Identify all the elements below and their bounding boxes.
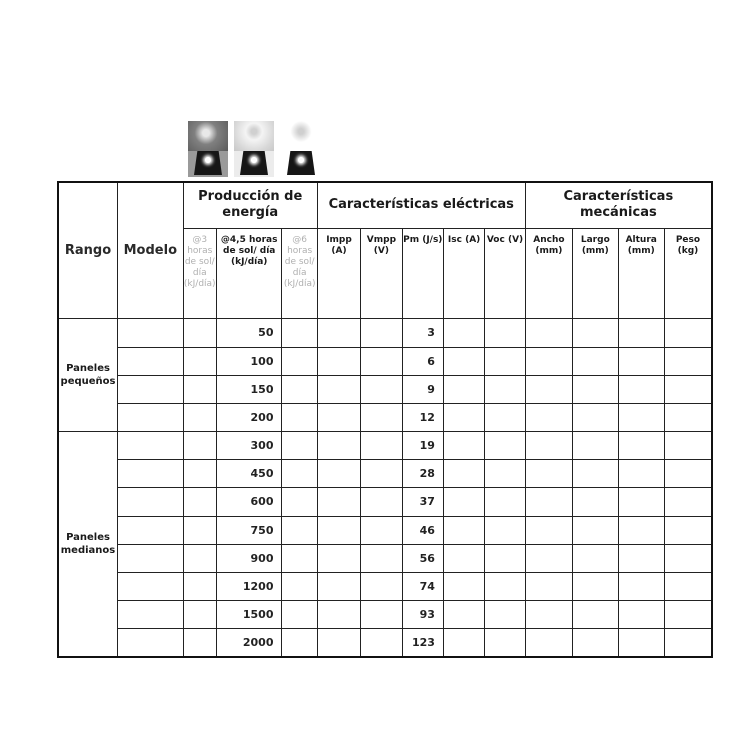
cell-largo: [573, 460, 618, 488]
cell-isc: [443, 572, 484, 600]
cell-isc: [443, 375, 484, 403]
cell-largo: [573, 488, 618, 516]
cell-modelo: [118, 403, 184, 431]
table-row: [58, 544, 712, 572]
cell-modelo: [118, 544, 184, 572]
table-row: [58, 572, 712, 600]
table-row: [58, 488, 712, 516]
cell-p45: 150: [216, 375, 282, 403]
cell-peso: [664, 572, 712, 600]
cell-p6: [282, 544, 317, 572]
cell-impp: [317, 375, 360, 403]
cell-vmpp: [361, 347, 402, 375]
cell-voc: [485, 432, 525, 460]
header-largo: Largo (mm): [573, 228, 618, 319]
cell-voc: [485, 347, 525, 375]
cell-p45: 900: [216, 544, 282, 572]
cell-p6: [282, 460, 317, 488]
cell-isc: [443, 347, 484, 375]
cell-p3: [183, 403, 216, 431]
panels-table: [57, 181, 713, 658]
cell-vmpp: [361, 629, 402, 657]
cell-ancho: [525, 629, 572, 657]
cell-voc: [485, 601, 525, 629]
cell-altura: [618, 544, 664, 572]
cell-p45: 600: [216, 488, 282, 516]
cell-peso: [664, 601, 712, 629]
cell-peso: [664, 375, 712, 403]
table-row: [58, 629, 712, 657]
cell-p6: [282, 347, 317, 375]
cell-largo: [573, 432, 618, 460]
header-ancho: Ancho (mm): [525, 228, 572, 319]
cell-pm: 46: [402, 516, 443, 544]
cell-modelo: [118, 516, 184, 544]
group-medianos: Paneles medianos: [58, 432, 118, 657]
cell-vmpp: [361, 432, 402, 460]
cell-p3: [183, 629, 216, 657]
table-row: [58, 403, 712, 431]
cell-ancho: [525, 572, 572, 600]
cell-vmpp: [361, 403, 402, 431]
cell-peso: [664, 432, 712, 460]
cell-voc: [485, 629, 525, 657]
cell-largo: [573, 601, 618, 629]
cell-p45: 200: [216, 403, 282, 431]
header-impp: Impp (A): [317, 228, 360, 319]
header-p45: @4,5 horas de sol/ día (kJ/día): [216, 228, 282, 319]
cell-peso: [664, 460, 712, 488]
cell-altura: [618, 516, 664, 544]
table-row: [58, 375, 712, 403]
cell-vmpp: [361, 601, 402, 629]
cell-pm: 74: [402, 572, 443, 600]
cell-ancho: [525, 319, 572, 347]
cell-p3: [183, 375, 216, 403]
cell-p45: 300: [216, 432, 282, 460]
cell-p3: [183, 432, 216, 460]
cell-altura: [618, 375, 664, 403]
cell-largo: [573, 629, 618, 657]
cell-isc: [443, 629, 484, 657]
table-row: [58, 347, 712, 375]
cell-ancho: [525, 347, 572, 375]
cell-isc: [443, 601, 484, 629]
cell-impp: [317, 488, 360, 516]
cell-p3: [183, 544, 216, 572]
table-row: [58, 516, 712, 544]
cell-voc: [485, 375, 525, 403]
cell-isc: [443, 516, 484, 544]
cell-p3: [183, 460, 216, 488]
cloudy-sun-panel-icon: [188, 121, 228, 177]
cell-peso: [664, 544, 712, 572]
cell-vmpp: [361, 488, 402, 516]
cell-altura: [618, 403, 664, 431]
header-isc: Isc (A): [443, 228, 484, 319]
cell-p45: 1500: [216, 601, 282, 629]
cell-p6: [282, 516, 317, 544]
cell-p3: [183, 516, 216, 544]
cell-voc: [485, 460, 525, 488]
cell-voc: [485, 544, 525, 572]
cell-modelo: [118, 319, 184, 347]
cell-peso: [664, 319, 712, 347]
cell-p6: [282, 601, 317, 629]
cell-impp: [317, 347, 360, 375]
partly-cloudy-sun-panel-icon: [234, 121, 274, 177]
cell-isc: [443, 432, 484, 460]
header-electricas: Características eléctricas: [317, 182, 525, 228]
cell-altura: [618, 488, 664, 516]
cell-impp: [317, 516, 360, 544]
cell-pm: 93: [402, 601, 443, 629]
cell-altura: [618, 601, 664, 629]
cell-altura: [618, 629, 664, 657]
cell-largo: [573, 516, 618, 544]
cell-vmpp: [361, 572, 402, 600]
table-row: [58, 432, 712, 460]
cell-peso: [664, 347, 712, 375]
cell-ancho: [525, 601, 572, 629]
cell-vmpp: [361, 375, 402, 403]
cell-p3: [183, 572, 216, 600]
cell-ancho: [525, 460, 572, 488]
cell-ancho: [525, 516, 572, 544]
cell-vmpp: [361, 319, 402, 347]
table-row: [58, 460, 712, 488]
cell-modelo: [118, 347, 184, 375]
weather-icons-group: [188, 121, 322, 177]
cell-pm: 9: [402, 375, 443, 403]
cell-impp: [317, 319, 360, 347]
cell-altura: [618, 319, 664, 347]
cell-ancho: [525, 403, 572, 431]
cell-impp: [317, 601, 360, 629]
cell-altura: [618, 572, 664, 600]
cell-pm: 19: [402, 432, 443, 460]
cell-pm: 12: [402, 403, 443, 431]
cell-modelo: [118, 629, 184, 657]
cell-vmpp: [361, 516, 402, 544]
cell-p6: [282, 403, 317, 431]
cell-p3: [183, 601, 216, 629]
cell-p6: [282, 572, 317, 600]
cell-pm: 37: [402, 488, 443, 516]
cell-modelo: [118, 460, 184, 488]
group-pequenos: Paneles pequeños: [58, 319, 118, 432]
cell-vmpp: [361, 460, 402, 488]
cell-modelo: [118, 375, 184, 403]
cell-largo: [573, 544, 618, 572]
cell-impp: [317, 544, 360, 572]
cell-impp: [317, 572, 360, 600]
cell-p6: [282, 488, 317, 516]
cell-voc: [485, 572, 525, 600]
cell-vmpp: [361, 544, 402, 572]
header-modelo: Modelo: [118, 182, 184, 319]
cell-p6: [282, 375, 317, 403]
cell-isc: [443, 319, 484, 347]
cell-impp: [317, 629, 360, 657]
cell-ancho: [525, 432, 572, 460]
cell-modelo: [118, 572, 184, 600]
cell-modelo: [118, 601, 184, 629]
cell-altura: [618, 460, 664, 488]
header-rango: Rango: [58, 182, 118, 319]
cell-voc: [485, 516, 525, 544]
cell-pm: 3: [402, 319, 443, 347]
cell-impp: [317, 403, 360, 431]
cell-p45: 50: [216, 319, 282, 347]
sunny-sun-panel-icon: [281, 121, 321, 177]
header-pm: Pm (J/s): [402, 228, 443, 319]
header-peso: Peso (kg): [664, 228, 712, 319]
cell-altura: [618, 347, 664, 375]
cell-pm: 123: [402, 629, 443, 657]
cell-voc: [485, 319, 525, 347]
cell-modelo: [118, 432, 184, 460]
header-voc: Voc (V): [485, 228, 525, 319]
header-altura: Altura (mm): [618, 228, 664, 319]
cell-largo: [573, 347, 618, 375]
cell-impp: [317, 460, 360, 488]
cell-p45: 450: [216, 460, 282, 488]
cell-altura: [618, 432, 664, 460]
cell-impp: [317, 432, 360, 460]
cell-ancho: [525, 488, 572, 516]
cell-p6: [282, 432, 317, 460]
cell-ancho: [525, 544, 572, 572]
cell-p45: 2000: [216, 629, 282, 657]
cell-pm: 56: [402, 544, 443, 572]
cell-peso: [664, 488, 712, 516]
cell-p6: [282, 319, 317, 347]
header-mecanicas: Características mecánicas: [525, 182, 712, 228]
cell-isc: [443, 460, 484, 488]
cell-isc: [443, 488, 484, 516]
header-vmpp: Vmpp (V): [361, 228, 402, 319]
cell-isc: [443, 544, 484, 572]
cell-p45: 750: [216, 516, 282, 544]
cell-p3: [183, 347, 216, 375]
cell-peso: [664, 629, 712, 657]
cell-largo: [573, 375, 618, 403]
cell-largo: [573, 572, 618, 600]
cell-largo: [573, 319, 618, 347]
cell-p45: 1200: [216, 572, 282, 600]
table-row: [58, 601, 712, 629]
cell-peso: [664, 403, 712, 431]
cell-voc: [485, 403, 525, 431]
table-row: [58, 319, 712, 347]
cell-modelo: [118, 488, 184, 516]
cell-ancho: [525, 375, 572, 403]
header-p3: @3 horas de sol/ día (kJ/día): [183, 228, 216, 319]
cell-pm: 6: [402, 347, 443, 375]
cell-isc: [443, 403, 484, 431]
cell-p3: [183, 319, 216, 347]
cell-largo: [573, 403, 618, 431]
cell-p45: 100: [216, 347, 282, 375]
cell-pm: 28: [402, 460, 443, 488]
cell-voc: [485, 488, 525, 516]
cell-peso: [664, 516, 712, 544]
header-p6: @6 horas de sol/ día (kJ/día): [282, 228, 317, 319]
cell-p3: [183, 488, 216, 516]
cell-p6: [282, 629, 317, 657]
header-produccion: Producción de energía: [183, 182, 317, 228]
